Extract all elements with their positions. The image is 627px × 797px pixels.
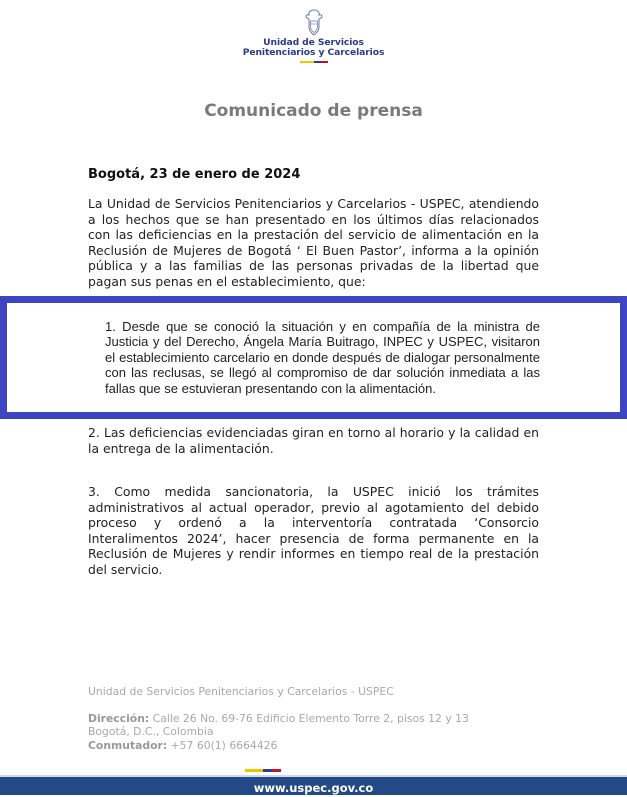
footer-band [0,777,627,795]
uspec-logo [0,8,627,63]
address-line-1: Calle 26 No. 69-76 Edificio Elemento Torre 2, pisos 12 y 13 [149,712,469,725]
phone-value: +57 60(1) 6664426 [167,738,278,752]
footer-flag-stripe [245,769,281,772]
coat-of-arms-icon [303,8,325,38]
list-item-1: 1. Desde que se conoció la situación y en compañía de la ministra de Justicia y del Derecho, Ángela María Buitrago, INPEC y USPEC, visitaron el establecimiento carcelario en donde después de dialogar personalmente con las reclusas, se llegó al compromiso de dar solución inmediata a las fallas que se estuvieran presentando con la alimentación. [105,319,540,396]
logo-line-1: Unidad de Servicios [263,37,364,48]
footer-address [88,712,469,752]
page-title: Comunicado de prensa [204,101,423,121]
list-item-2: 2. Las deficiencias evidenciadas giran en torno al horario y la calidad en la entrega de la alimentación. [88,425,539,456]
phone-label: Conmutador: [88,738,168,752]
website-link[interactable]: www.uspec.gov.co [253,781,374,795]
address-line-2: Bogotá, D.C., Colombia [88,725,214,739]
document-date: Bogotá, 23 de enero de 2024 [88,167,301,182]
flag-stripe [0,61,627,63]
intro-paragraph: La Unidad de Servicios Penitenciarios y Carcelarios - USPEC, atendiendo a los hechos que se han presentado en los últimos días relacionados con las deficiencias en la prestación del servicio de alimentación en la Reclusión de Mujeres de Bogotá ‘ El Buen Pastor’, informa a la opinión pública y a las familias de las personas privadas de la libertad que pagan sus penas en el establecimiento, que: [88,196,539,289]
logo-line-2: Penitenciarios y Carcelarios [242,47,385,58]
footer-org-name: Unidad de Servicios Penitenciarios y Carcelarios - USPEC [88,685,394,698]
list-item-3: 3. Como medida sancionatoria, la USPEC inició los trámites administrativos al actual operador, previo al agotamiento del debido proceso y ordenó a la interventoría contratada ‘Consorcio Interalimentos 2024’, hacer presencia de forma permanente en la Reclusión de Mujeres y rendir informes en tiempo real de la prestación del servicio. [88,484,539,577]
address-label: Dirección: [88,712,150,725]
